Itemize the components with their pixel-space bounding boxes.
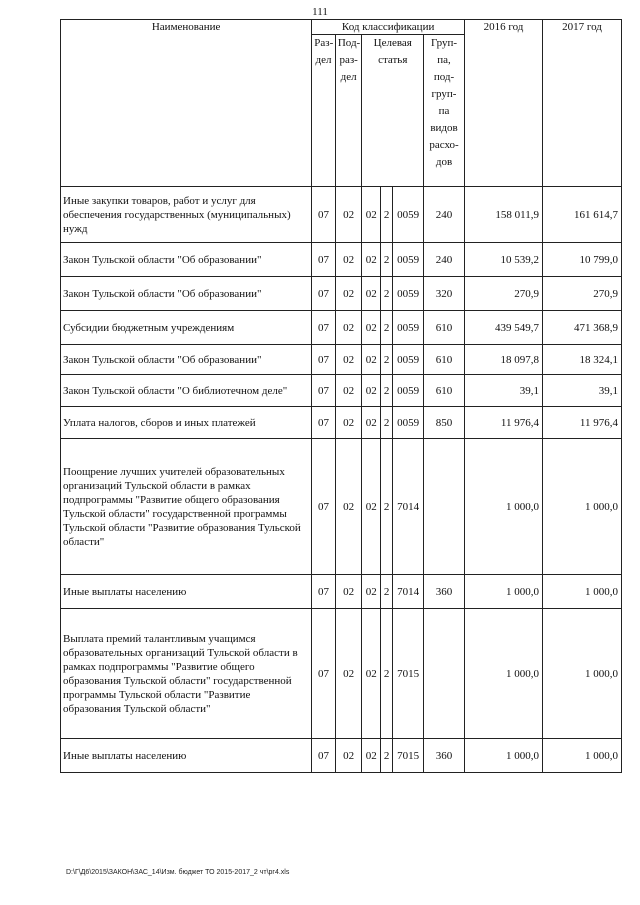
- row-target-1: 02: [362, 311, 380, 345]
- table-row: [61, 277, 622, 311]
- header-classification-code: Код классификации: [312, 20, 465, 35]
- row-name: Выплата премий талантливым учащимся образовательных организаций Тульской области в рамках подпрограммы "Развитие общего образования Тульской области" государственной программы Тульской области "Развитие образования Тульской области": [61, 609, 312, 739]
- row-expense-group: 850: [424, 407, 465, 439]
- row-section: 07: [312, 439, 336, 575]
- row-target-3: 7015: [393, 609, 424, 739]
- table-row: [61, 311, 622, 345]
- table-row: [61, 609, 622, 739]
- row-value-2017: 18 324,1: [542, 345, 621, 375]
- header-year-2016: 2016 год: [465, 20, 543, 187]
- row-subsection: 02: [335, 345, 362, 375]
- row-expense-group: 240: [424, 243, 465, 277]
- row-target-3: 0059: [393, 311, 424, 345]
- row-target-3: 7015: [393, 739, 424, 773]
- row-target-3: 7014: [393, 575, 424, 609]
- row-expense-group: 610: [424, 375, 465, 407]
- row-name: Закон Тульской области "Об образовании": [61, 277, 312, 311]
- row-value-2016: 1 000,0: [465, 739, 543, 773]
- row-target-1: 02: [362, 277, 380, 311]
- row-section: 07: [312, 609, 336, 739]
- header-name: Наименование: [61, 20, 312, 187]
- row-target-2: 2: [380, 187, 392, 243]
- row-section: 07: [312, 345, 336, 375]
- row-target-1: 02: [362, 739, 380, 773]
- row-target-2: 2: [380, 609, 392, 739]
- header-row-top: [61, 20, 622, 35]
- row-subsection: 02: [335, 575, 362, 609]
- table-row: [61, 575, 622, 609]
- row-value-2017: 10 799,0: [542, 243, 621, 277]
- row-target-2: 2: [380, 575, 392, 609]
- budget-table: [60, 19, 622, 773]
- table-row: [61, 187, 622, 243]
- row-target-2: 2: [380, 345, 392, 375]
- row-target-3: 0059: [393, 375, 424, 407]
- row-target-1: 02: [362, 439, 380, 575]
- row-target-2: 2: [380, 277, 392, 311]
- row-section: 07: [312, 739, 336, 773]
- row-subsection: 02: [335, 407, 362, 439]
- row-name: Поощрение лучших учителей образовательных организаций Тульской области в рамках подпрограммы "Развитие общего образования Тульской области" государственной программы Тульской области "Развитие образования Тульской области": [61, 439, 312, 575]
- row-value-2016: 1 000,0: [465, 439, 543, 575]
- row-value-2017: 1 000,0: [542, 575, 621, 609]
- row-subsection: 02: [335, 243, 362, 277]
- row-target-3: 0059: [393, 345, 424, 375]
- row-target-1: 02: [362, 609, 380, 739]
- row-name: Иные закупки товаров, работ и услуг для обеспечения государственных (муниципальных) нужд: [61, 187, 312, 243]
- row-target-1: 02: [362, 407, 380, 439]
- table-row: [61, 439, 622, 575]
- row-target-2: 2: [380, 311, 392, 345]
- row-expense-group: 320: [424, 277, 465, 311]
- header-subsection: Под- раз- дел: [335, 35, 362, 187]
- row-subsection: 02: [335, 277, 362, 311]
- header-target-article: Целевая статья: [362, 35, 424, 187]
- row-subsection: 02: [335, 311, 362, 345]
- row-expense-group: 240: [424, 187, 465, 243]
- row-value-2016: 439 549,7: [465, 311, 543, 345]
- row-target-1: 02: [362, 243, 380, 277]
- row-target-3: 0059: [393, 407, 424, 439]
- row-value-2016: 1 000,0: [465, 609, 543, 739]
- row-target-3: 0059: [393, 243, 424, 277]
- table-row: [61, 243, 622, 277]
- row-name: Иные выплаты населению: [61, 575, 312, 609]
- table-row: [61, 407, 622, 439]
- row-value-2016: 270,9: [465, 277, 543, 311]
- row-name: Закон Тульской области "О библиотечном деле": [61, 375, 312, 407]
- row-value-2017: 1 000,0: [542, 739, 621, 773]
- row-section: 07: [312, 375, 336, 407]
- row-value-2017: 39,1: [542, 375, 621, 407]
- row-value-2017: 11 976,4: [542, 407, 621, 439]
- row-name: Закон Тульской области "Об образовании": [61, 345, 312, 375]
- row-section: 07: [312, 243, 336, 277]
- row-subsection: 02: [335, 375, 362, 407]
- row-value-2017: 1 000,0: [542, 609, 621, 739]
- row-value-2017: 161 614,7: [542, 187, 621, 243]
- table-row: [61, 739, 622, 773]
- row-target-2: 2: [380, 407, 392, 439]
- row-value-2017: 1 000,0: [542, 439, 621, 575]
- row-target-3: 0059: [393, 187, 424, 243]
- row-subsection: 02: [335, 609, 362, 739]
- row-section: 07: [312, 407, 336, 439]
- row-target-1: 02: [362, 575, 380, 609]
- row-target-1: 02: [362, 375, 380, 407]
- row-section: 07: [312, 187, 336, 243]
- row-subsection: 02: [335, 439, 362, 575]
- row-expense-group: [424, 609, 465, 739]
- row-value-2016: 1 000,0: [465, 575, 543, 609]
- row-value-2016: 158 011,9: [465, 187, 543, 243]
- file-path-footer: D:\Г\Д6\2015\ЗАКОН\ЗАС_14\Изм. бюджет ТО 2015-2017_2 чт\рг4.xls: [66, 869, 290, 876]
- row-expense-group: [424, 439, 465, 575]
- row-name: Закон Тульской области "Об образовании": [61, 243, 312, 277]
- row-target-3: 0059: [393, 277, 424, 311]
- row-subsection: 02: [335, 739, 362, 773]
- row-section: 07: [312, 311, 336, 345]
- row-target-2: 2: [380, 243, 392, 277]
- row-target-3: 7014: [393, 439, 424, 575]
- row-expense-group: 360: [424, 739, 465, 773]
- row-target-1: 02: [362, 187, 380, 243]
- row-value-2017: 270,9: [542, 277, 621, 311]
- table-row: [61, 375, 622, 407]
- row-value-2016: 39,1: [465, 375, 543, 407]
- row-section: 07: [312, 277, 336, 311]
- header-year-2017: 2017 год: [542, 20, 621, 187]
- row-expense-group: 360: [424, 575, 465, 609]
- row-subsection: 02: [335, 187, 362, 243]
- row-value-2017: 471 368,9: [542, 311, 621, 345]
- page-number: 111: [312, 6, 328, 18]
- row-expense-group: 610: [424, 345, 465, 375]
- row-target-2: 2: [380, 439, 392, 575]
- row-name: Иные выплаты населению: [61, 739, 312, 773]
- row-value-2016: 18 097,8: [465, 345, 543, 375]
- row-value-2016: 11 976,4: [465, 407, 543, 439]
- row-target-2: 2: [380, 375, 392, 407]
- row-target-1: 02: [362, 345, 380, 375]
- row-expense-group: 610: [424, 311, 465, 345]
- row-target-2: 2: [380, 739, 392, 773]
- table-row: [61, 345, 622, 375]
- header-expense-group: Груп- па, под- груп- па видов расхо- дов: [424, 35, 465, 187]
- header-section: Раз- дел: [312, 35, 336, 187]
- row-name: Субсидии бюджетным учреждениям: [61, 311, 312, 345]
- row-value-2016: 10 539,2: [465, 243, 543, 277]
- row-name: Уплата налогов, сборов и иных платежей: [61, 407, 312, 439]
- row-section: 07: [312, 575, 336, 609]
